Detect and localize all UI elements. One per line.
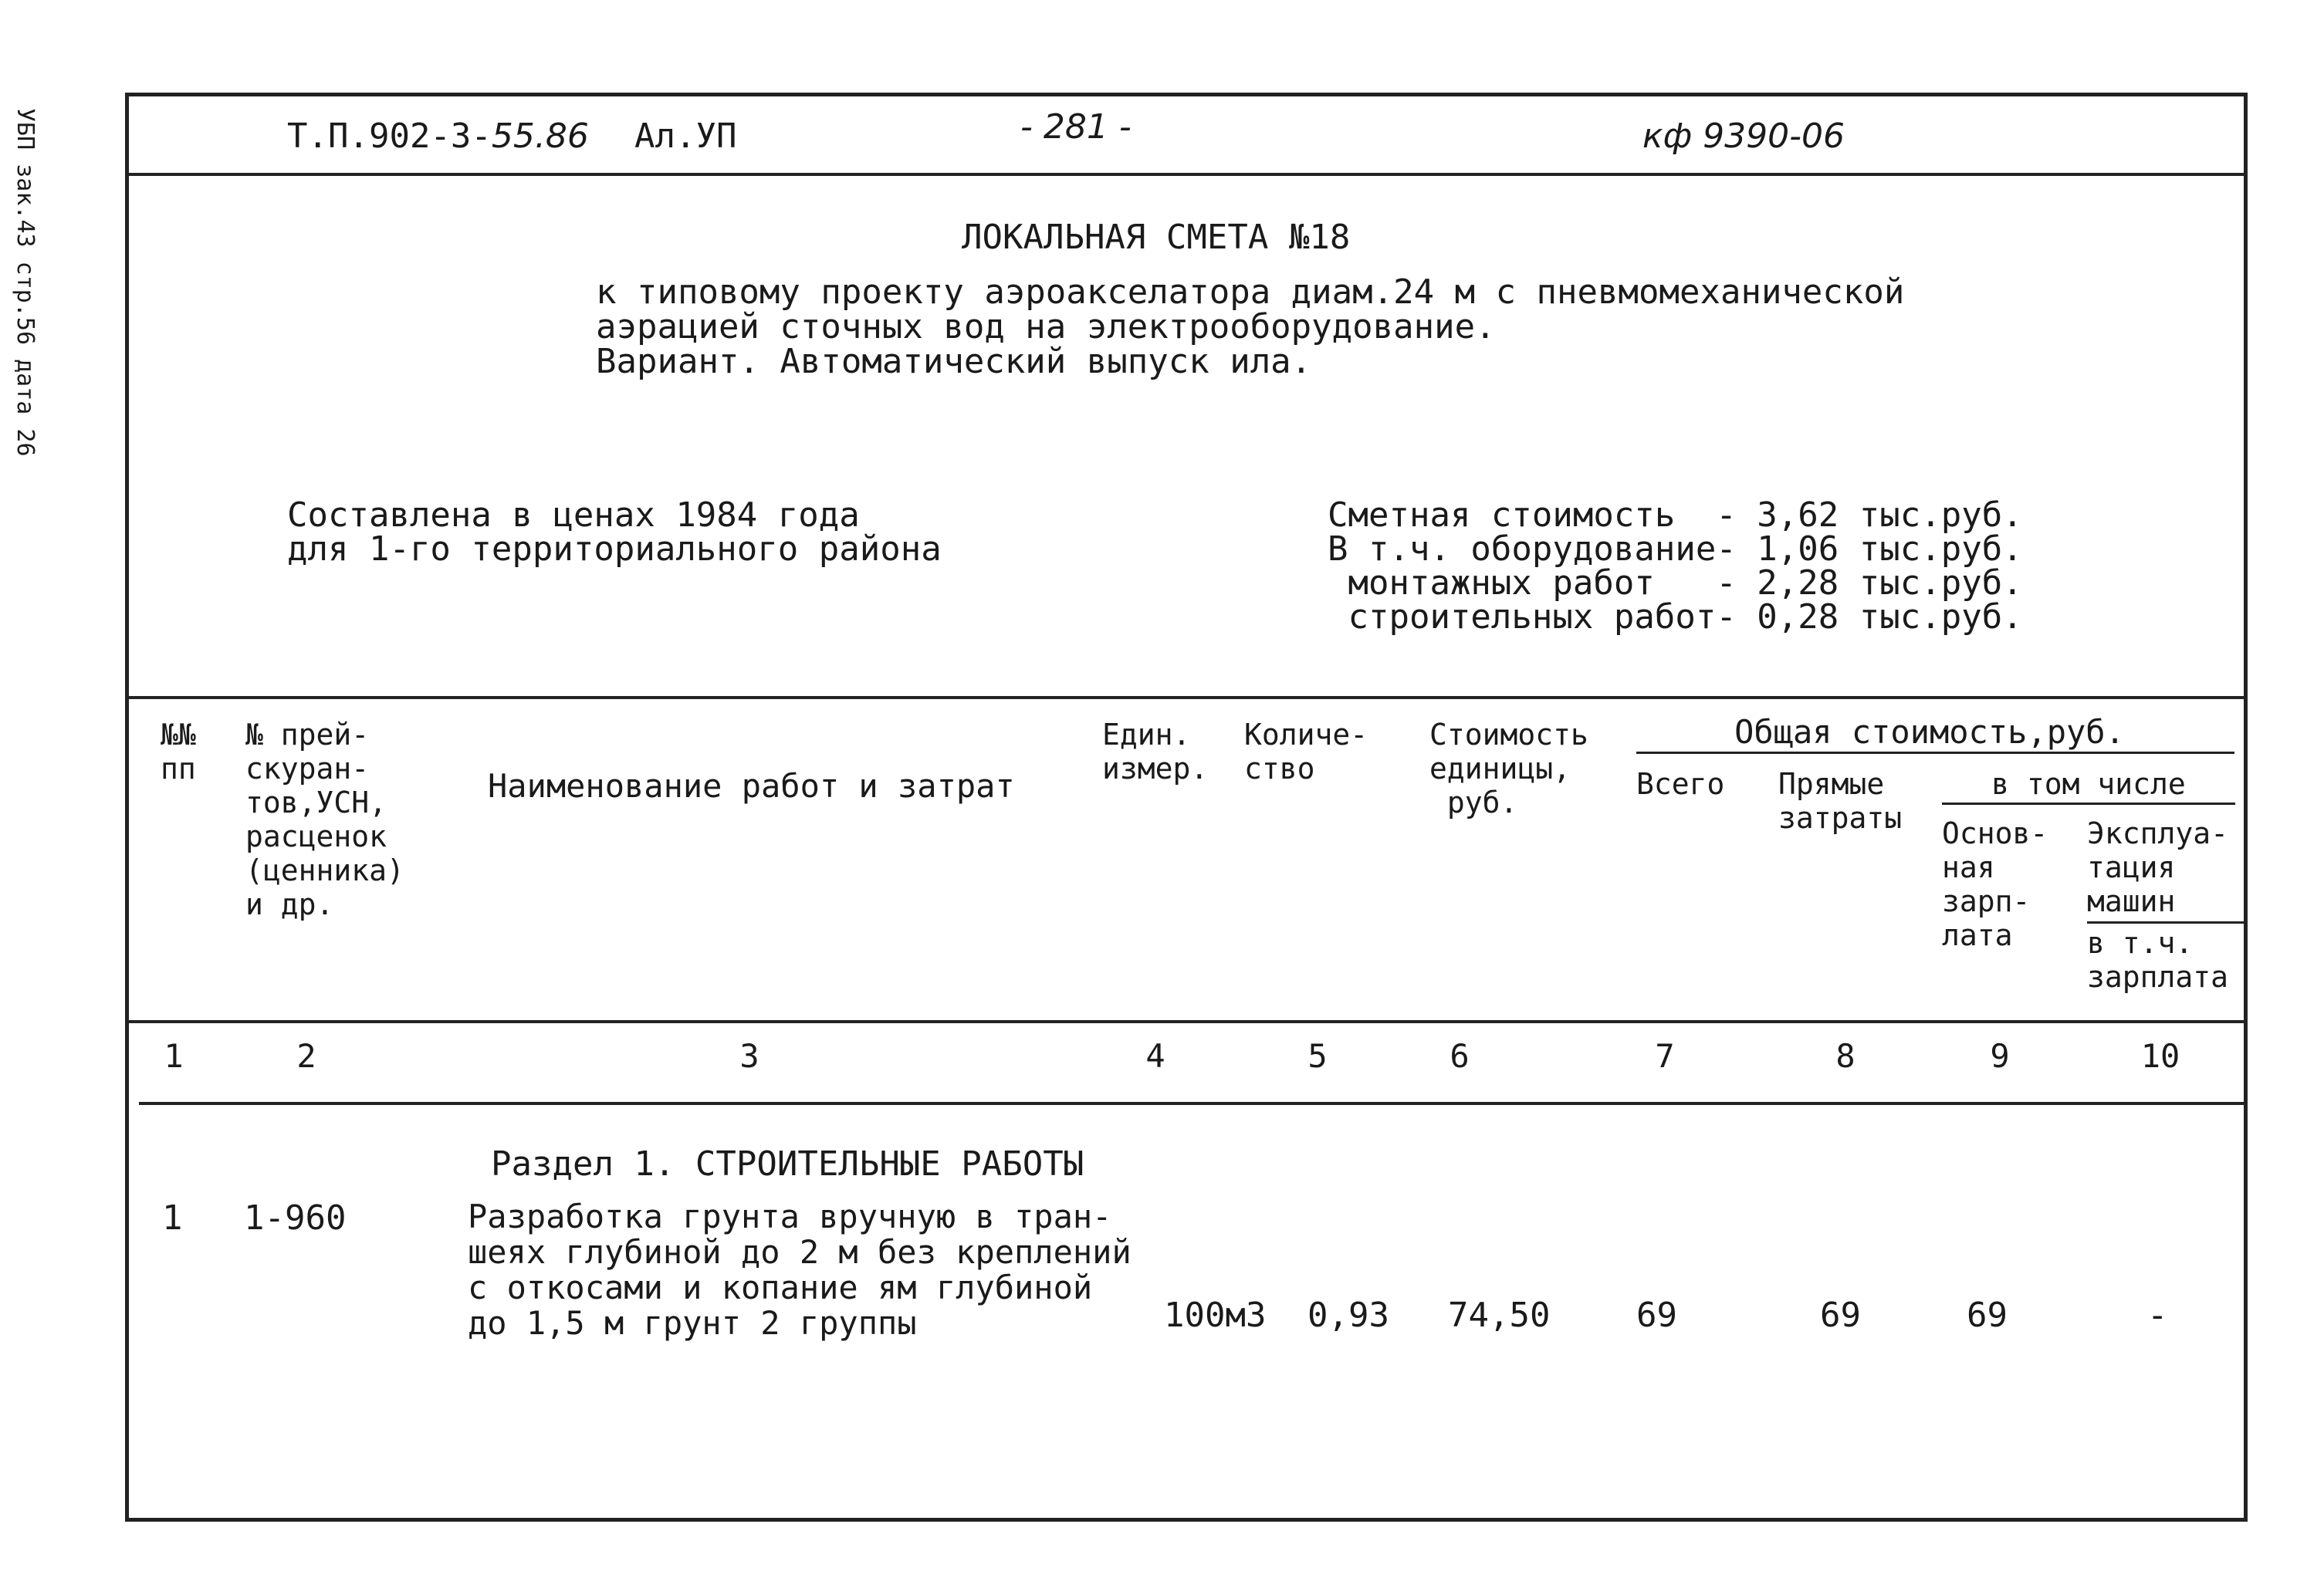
col-header-total: Всего [1636, 767, 1725, 801]
col-number-1: 1 [164, 1037, 184, 1075]
col-number-5: 5 [1307, 1037, 1328, 1075]
title-line-2: аэрацией сточных вод на электрооборудование. [596, 307, 1496, 346]
cost-total: Сметная стоимость - 3,62 тыс.руб. [1328, 495, 2023, 535]
col-number-9: 9 [1990, 1037, 2010, 1075]
group-total-underline [1636, 752, 2234, 754]
col-number-4: 4 [1145, 1037, 1165, 1075]
col-number-3: 3 [739, 1037, 759, 1075]
cost-equipment: В т.ч. оборудование- 1,06 тыс.руб. [1328, 529, 2023, 569]
col-header-work-name: Наименование работ и затрат [488, 767, 1015, 805]
col-number-10: 10 [2140, 1037, 2180, 1075]
col-header-base-wages: Основ- ная зарп- лата [1942, 816, 2048, 952]
col-header-row-number: №№ пп [161, 718, 196, 786]
row-unit-price: 74,50 [1448, 1296, 1551, 1335]
col-header-machines: Эксплуа- тация машин [2087, 816, 2229, 918]
row-unit: 100м3 [1164, 1296, 1267, 1335]
title-line-3: Вариант. Автоматический выпуск ила. [596, 342, 1312, 381]
price-basis-line-1: Составлена в ценах 1984 года [287, 495, 860, 535]
row-base-wages: 69 [1967, 1296, 2008, 1335]
col-header-unit: Един. измер. [1102, 718, 1209, 786]
album-label: Ал.УП [634, 117, 737, 156]
row-direct-costs: 69 [1820, 1296, 1861, 1335]
group-header-including: в том числе [1991, 767, 2186, 801]
col-number-6: 6 [1450, 1037, 1470, 1075]
doc-code-typed: Т.П.902-3- [287, 117, 492, 156]
col-number-2: 2 [296, 1037, 316, 1075]
row-machines: - [2147, 1296, 2168, 1335]
table-top-line [125, 696, 2248, 699]
row-quantity: 0,93 [1307, 1296, 1389, 1335]
archive-stamp: кф 9390-06 [1642, 117, 1845, 156]
estimate-heading: ЛОКАЛЬНАЯ СМЕТА №18 [962, 218, 1351, 257]
header-divider [125, 173, 2248, 176]
row-work-name: Разработка грунта вручную в тран- шеях глубиной до 2 м без креплений с откосами и копание ям глубиной до 1,5 м грунт 2 группы [468, 1198, 1132, 1342]
col-header-machines-wages: в т.ч. зарплата [2087, 926, 2229, 994]
doc-code [287, 117, 589, 156]
row-price-code: 1-960 [244, 1198, 347, 1238]
col-number-7: 7 [1655, 1037, 1675, 1075]
doc-code-handwritten: 55.86 [491, 117, 589, 156]
row-number: 1 [162, 1198, 183, 1238]
section-heading: Раздел 1. СТРОИТЕЛЬНЫЕ РАБОТЫ [491, 1144, 1084, 1184]
title-line-1: к типовому проекту аэроакселатора диам.24 м с пневмомеханической [596, 272, 1905, 312]
header-bottom-line [125, 1020, 2248, 1023]
col-header-unit-cost: Стоимость единицы, руб. [1429, 718, 1588, 819]
group-including-underline [1942, 803, 2235, 805]
margin-archive-note: УБП зак.43 стр.56 дата 26 [12, 108, 39, 457]
col-header-direct-costs: Прямые затраты [1778, 767, 1903, 835]
machines-underline [2087, 921, 2248, 924]
group-header-total-cost: Общая стоимость,руб. [1734, 713, 2125, 751]
cost-installation: монтажных работ - 2,28 тыс.руб. [1328, 563, 2023, 603]
col-header-price-list: № прей- скуран- тов,УСН, расценок (ценника) и др. [245, 718, 404, 921]
page-number: - 281 - [1020, 107, 1132, 147]
price-basis-line-2: для 1-го территориального района [287, 529, 942, 569]
col-header-quantity: Количе- ство [1244, 718, 1368, 786]
row-total: 69 [1636, 1296, 1677, 1335]
col-number-8: 8 [1835, 1037, 1855, 1075]
cost-construction: строительных работ- 0,28 тыс.руб. [1328, 597, 2023, 637]
numbers-bottom-line [139, 1102, 2248, 1105]
